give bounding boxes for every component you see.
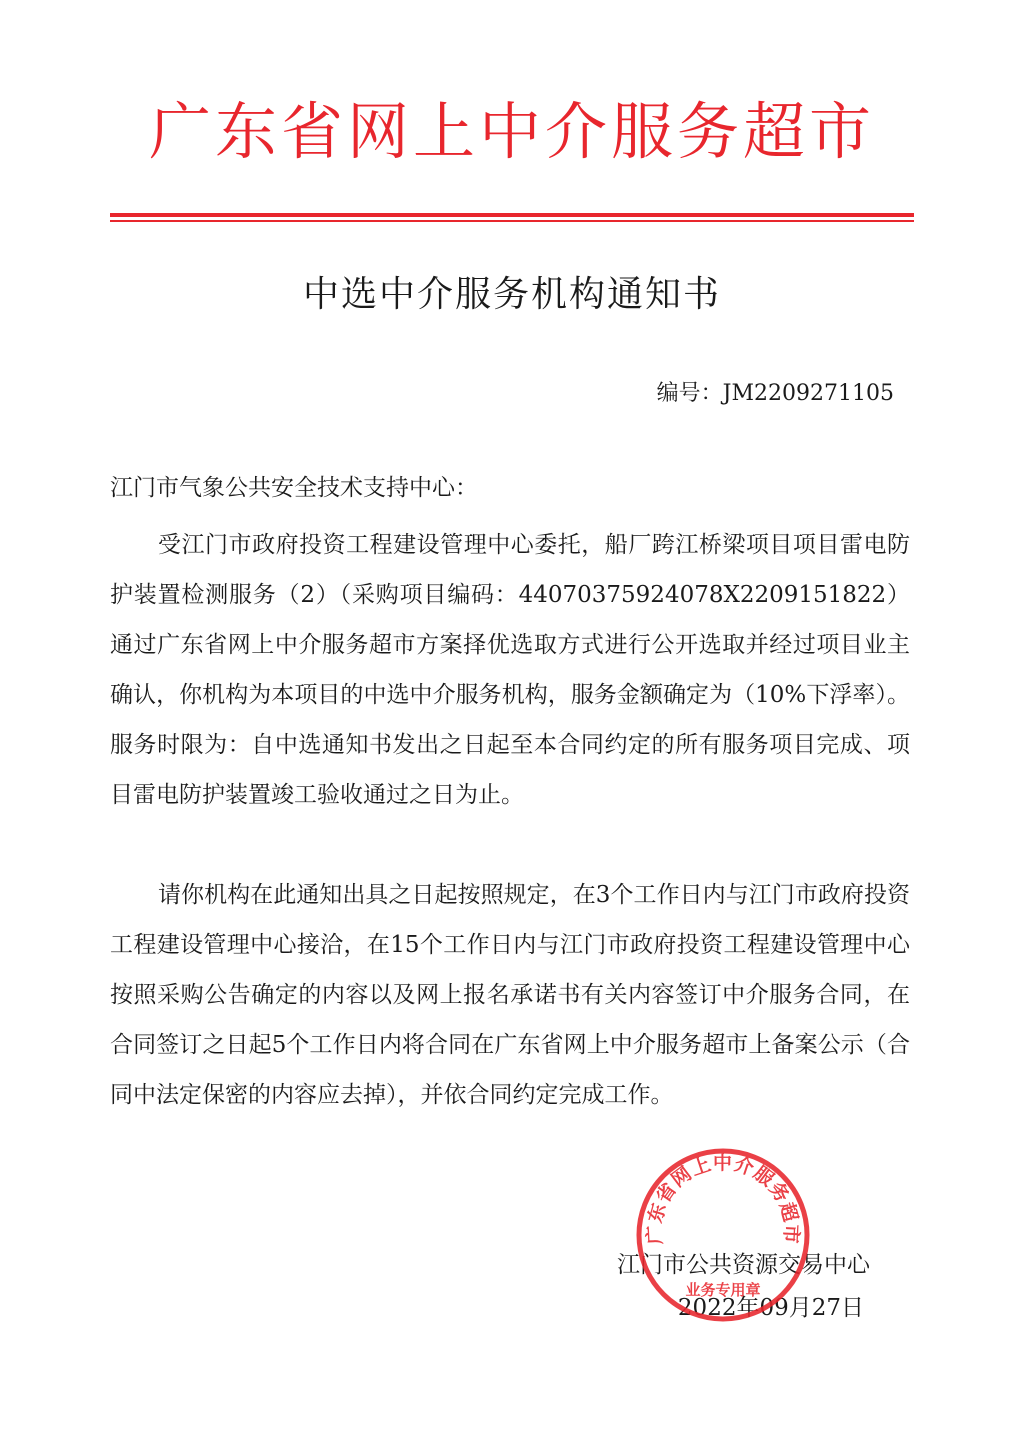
org-header-title: 广东省网上中介服务超市 <box>148 95 875 168</box>
signature-date: 2022年09月27日 <box>677 1295 864 1321</box>
document-number: 编号：JM2209271105 <box>656 381 894 406</box>
header-rule-thick <box>110 213 914 217</box>
official-seal-stamp <box>633 1145 813 1325</box>
seal-ring-text: 广东省网上中介服务超市 <box>643 1152 803 1245</box>
header-rule-thin <box>110 220 914 222</box>
seal-center-text: 业务专用章 <box>685 1281 761 1299</box>
recipient-line: 江门市气象公共安全技术支持中心： <box>110 475 478 501</box>
document-title: 中选中介服务机构通知书 <box>302 274 721 315</box>
body-paragraph-1: 受江门市政府投资工程建设管理中心委托，船厂跨江桥梁项目项目雷电防护装置检测服务（2）（采购项目编码：44070375924078X2209151822）通过广东省网上中介服务超市方案择优选取方式进行公开选取并经过项目业主确认，你机构为本项目的中选中介服务机构，服务金额确定为（10%下浮率）。服务时限为：自中选通知书发出之日起至本合同约定的所有服务项目完成、项目雷电防护装置竣工验收通过之日为止。 <box>110 532 910 808</box>
body-paragraph-2: 请你机构在此通知出具之日起按照规定，在3个工作日内与江门市政府投资工程建设管理中心接洽，在15个工作日内与江门市政府投资工程建设管理中心按照采购公告确定的内容以及网上报名承诺书有关内容签订中介服务合同，在合同签订之日起5个工作日内将合同在广东省网上中介服务超市上备案公示（合同中法定保密的内容应去掉），并依合同约定完成工作。 <box>110 882 910 1108</box>
signature-org: 江门市公共资源交易中心 <box>617 1252 870 1278</box>
